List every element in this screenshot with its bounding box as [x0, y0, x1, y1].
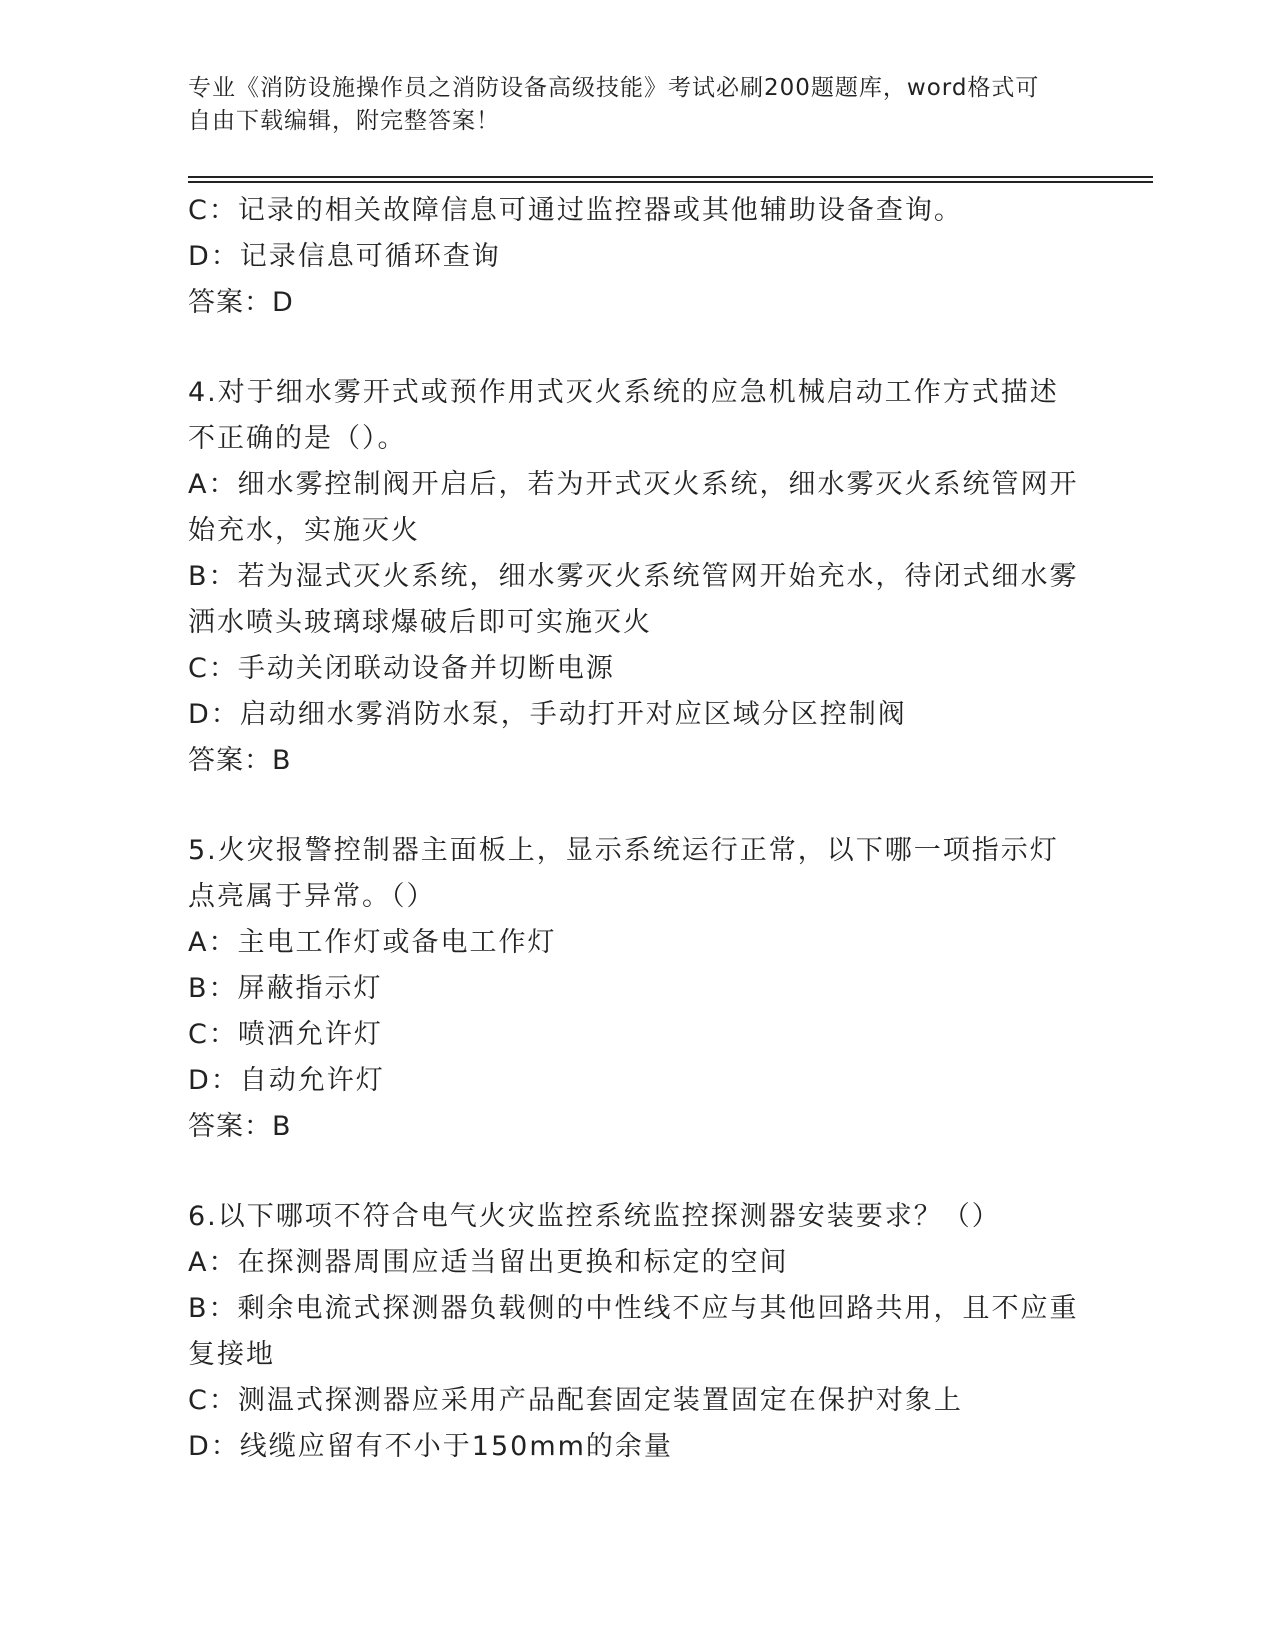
- spacer: [188, 784, 1068, 828]
- question-4: [188, 370, 1079, 784]
- question-5: [188, 828, 1068, 1150]
- document-header: [188, 72, 1088, 138]
- document-body: [188, 188, 1079, 1470]
- option-a: A：主电工作灯或备电工作灯: [188, 927, 557, 958]
- question-stem-cont: 点亮属于异常。（）: [188, 881, 436, 912]
- option-c: C：记录的相关故障信息可通过监控器或其他辅助设备查询。: [188, 195, 963, 226]
- spacer: [188, 1150, 1068, 1194]
- option-d: D：自动允许灯: [188, 1065, 385, 1096]
- question-6: [188, 1194, 1079, 1470]
- question-stem: 4.对于细水雾开式或预作用式灭火系统的应急机械启动工作方式描述: [188, 377, 1059, 408]
- answer: 答案：B: [188, 1111, 292, 1142]
- option-a: A：细水雾控制阀开启后，若为开式灭火系统，细水雾灭火系统管网开: [188, 469, 1079, 500]
- question-3-tail: [188, 188, 1068, 326]
- option-d: D：线缆应留有不小于150mm的余量: [188, 1431, 673, 1462]
- header-line-1: 专业《消防设施操作员之消防设备高级技能》考试必刷200题题库，word格式可: [188, 75, 1040, 101]
- option-a: A：在探测器周围应适当留出更换和标定的空间: [188, 1247, 789, 1278]
- option-c: C：喷洒允许灯: [188, 1019, 383, 1050]
- option-b: B：若为湿式灭火系统，细水雾灭火系统管网开始充水，待闭式细水雾: [188, 561, 1079, 592]
- question-stem: 5.火灾报警控制器主面板上，显示系统运行正常，以下哪一项指示灯: [188, 835, 1059, 866]
- option-b: B：屏蔽指示灯: [188, 973, 383, 1004]
- question-stem-cont: 不正确的是（）。: [188, 423, 407, 454]
- answer: 答案：B: [188, 745, 292, 776]
- option-b-cont: 洒水喷头玻璃球爆破后即可实施灭火: [188, 607, 652, 638]
- header-divider-top: [188, 176, 1153, 178]
- option-d: D：记录信息可循环查询: [188, 241, 501, 272]
- option-a-cont: 始充水，实施灭火: [188, 515, 420, 546]
- option-c: C：手动关闭联动设备并切断电源: [188, 653, 615, 684]
- option-c: C：测温式探测器应采用产品配套固定装置固定在保护对象上: [188, 1385, 963, 1416]
- option-b: B：剩余电流式探测器负载侧的中性线不应与其他回路共用，且不应重: [188, 1293, 1079, 1324]
- option-d: D：启动细水雾消防水泵，手动打开对应区域分区控制阀: [188, 699, 907, 730]
- question-stem: 6.以下哪项不符合电气火灾监控系统监控探测器安装要求？（）: [188, 1201, 1001, 1232]
- answer: 答案：D: [188, 287, 294, 318]
- spacer: [188, 326, 1068, 370]
- header-line-2: 自由下载编辑，附完整答案！: [188, 108, 500, 134]
- header-divider-bottom: [188, 181, 1153, 183]
- option-b-cont: 复接地: [188, 1339, 275, 1370]
